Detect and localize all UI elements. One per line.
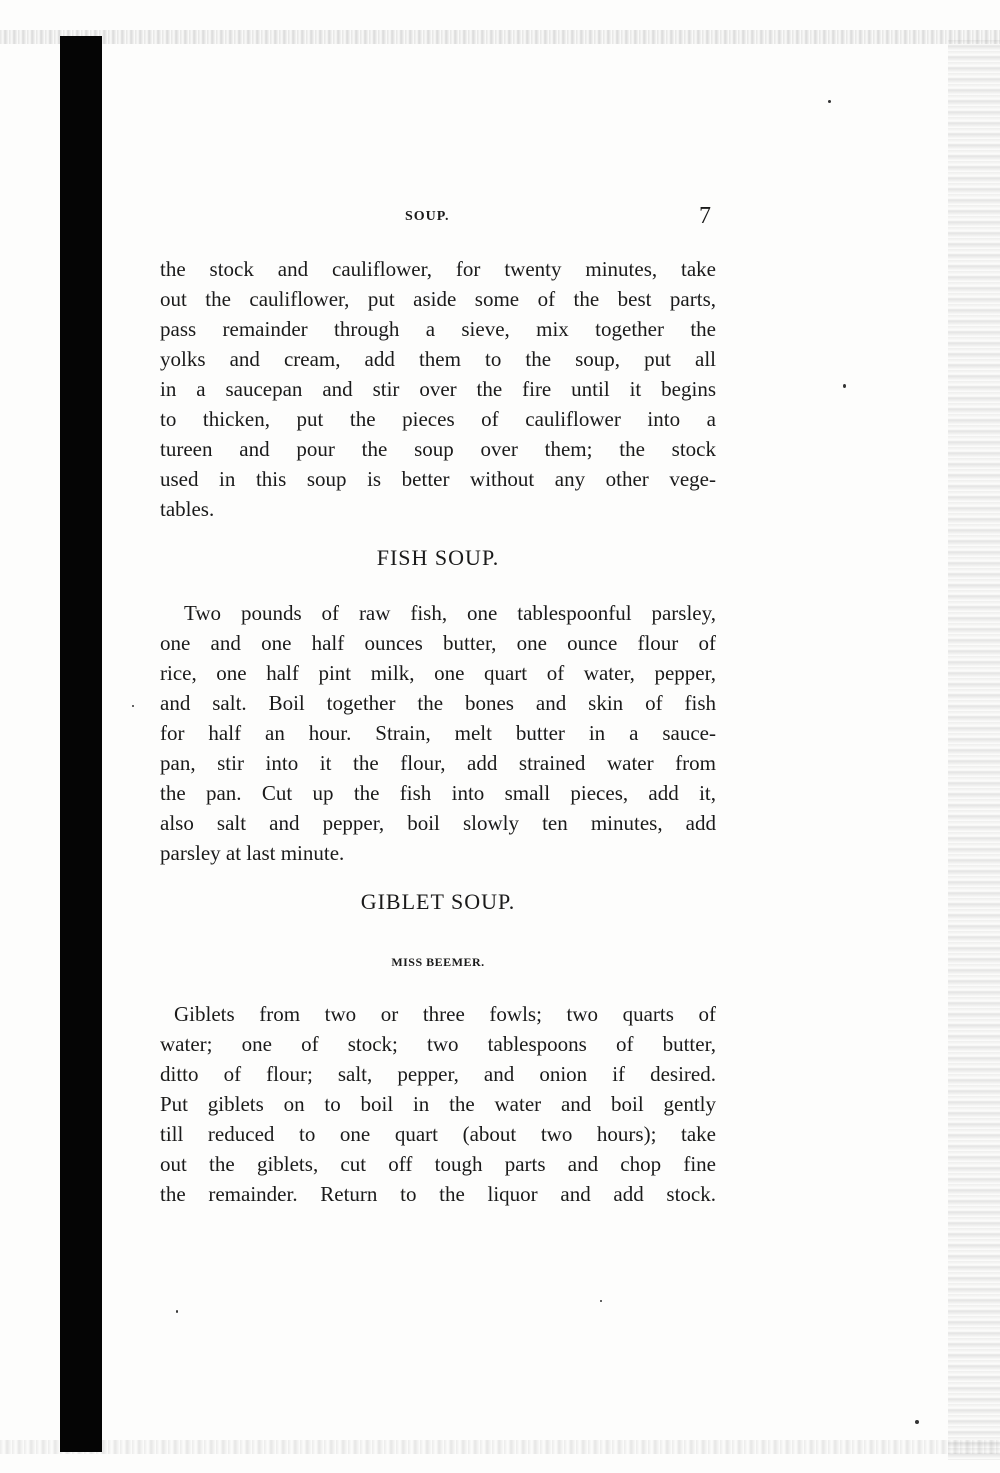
text-line: used in this soup is better without any other vege- — [160, 467, 716, 491]
text-line: yolks and cream, add them to the soup, put all — [160, 347, 716, 371]
text-line: water; one of stock; two tablespoons of butter, — [160, 1032, 716, 1056]
scan-bottom-edge — [0, 1440, 1000, 1454]
text-line: out the giblets, cut off tough parts and chop fine — [160, 1152, 716, 1176]
text-line: the pan. Cut up the fish into small pieces, add it, — [160, 781, 716, 805]
scan-speck — [843, 384, 846, 388]
text-line: pan, stir into it the flour, add strained water from — [160, 751, 716, 775]
text-line: till reduced to one quart (about two hours); take — [160, 1122, 716, 1146]
text-line: Put giblets on to boil in the water and boil gently — [160, 1092, 716, 1116]
text-line: ditto of flour; salt, pepper, and onion if desired. — [160, 1062, 716, 1086]
scan-top-edge — [0, 30, 1000, 44]
text-line: out the cauliflower, put aside some of the best parts, — [160, 287, 716, 311]
fish-soup-heading: FISH SOUP. — [376, 545, 500, 570]
scan-speck — [132, 705, 134, 707]
scan-speck — [176, 1310, 178, 1313]
text-line: tables. — [160, 497, 215, 521]
scan-speck — [828, 100, 831, 103]
text-line: the remainder. Return to the liquor and add stock. — [160, 1182, 716, 1206]
running-head — [160, 203, 720, 233]
text-line: rice, one half pint milk, one quart of water, pepper, — [160, 661, 716, 685]
text-line: in a saucepan and stir over the fire until it begins — [160, 377, 716, 401]
book-spine-shadow — [60, 36, 102, 1452]
text-line: and salt. Boil together the bones and skin of fish — [160, 691, 716, 715]
text-line: pass remainder through a sieve, mix together the — [160, 317, 716, 341]
text-line: to thicken, put the pieces of cauliflower into a — [160, 407, 716, 431]
continuation-paragraph — [160, 254, 716, 524]
text-line: for half an hour. Strain, melt butter in a sauce- — [160, 721, 716, 745]
fish-soup-paragraph — [160, 598, 716, 868]
running-title: SOUP. — [405, 209, 450, 224]
text-line: Giblets from two or three fowls; two quarts of — [174, 1002, 716, 1026]
giblet-soup-heading: GIBLET SOUP. — [360, 889, 516, 914]
giblet-soup-paragraph — [160, 999, 716, 1209]
text-line: one and one half ounces butter, one ounce flour of — [160, 631, 716, 655]
text-line: tureen and pour the soup over them; the stock — [160, 437, 716, 461]
scan-speck — [915, 1420, 919, 1424]
text-line: the stock and cauliflower, for twenty minutes, take — [160, 257, 716, 281]
text-line: Two pounds of raw fish, one tablespoonful parsley, — [184, 601, 716, 625]
scan-right-edge — [948, 40, 1000, 1460]
scan-speck — [600, 1300, 602, 1302]
recipe-author: MISS BEEMER. — [391, 955, 485, 969]
text-line: parsley at last minute. — [160, 841, 345, 865]
text-line: also salt and pepper, boil slowly ten minutes, add — [160, 811, 716, 835]
page-number: 7 — [699, 203, 711, 229]
